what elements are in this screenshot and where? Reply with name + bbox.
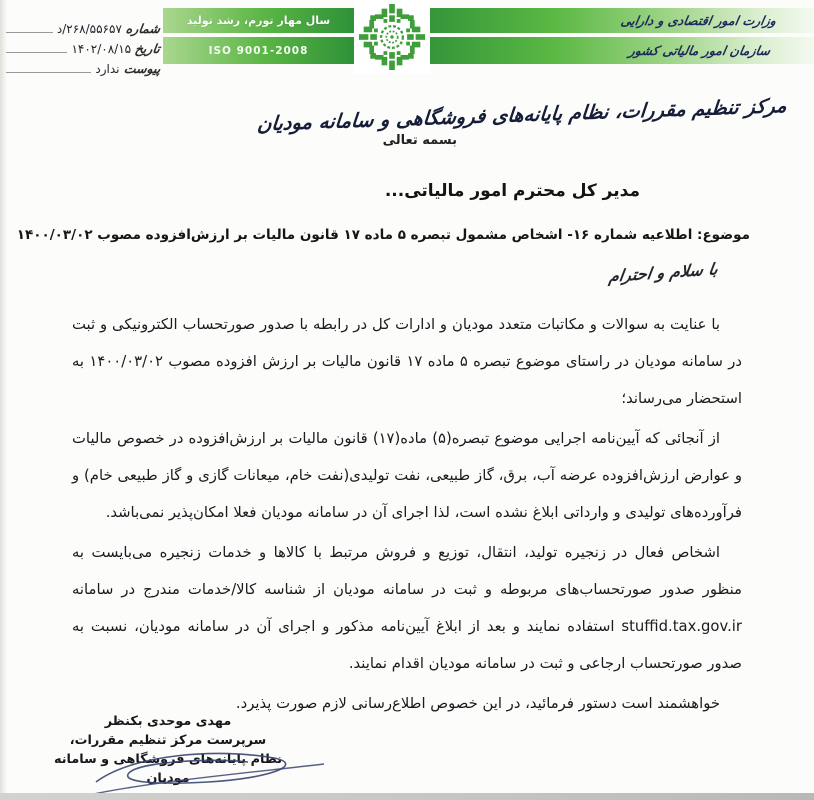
date-underline [6, 52, 67, 53]
paragraph-1: با عنایت به سوالات و مکاتبات متعدد مودیان و ادارات کل در رابطه با صدور صورتحساب الکترونیکی و ثبت در سامانه مودیان در راستای موضوع تبصره ۵ ماده ۱۷ قانون مالیات بر ارزش افزوده مصوب ۱۴۰۰/۰۳/۰۲ به استحضار می‌رساند؛ [72, 316, 742, 407]
number-value: ۲۶۸/۵۵۶۵۷/د [56, 22, 122, 36]
attachment-underline [6, 72, 91, 73]
date-value: ۱۴۰۲/۰۸/۱۵ [71, 42, 132, 56]
organization-text: سازمان امور مالیاتی کشور [627, 43, 772, 58]
paragraph-2: از آنجائی که آیین‌نامه اجرایی موضوع تبصره(۵) ماده(۱۷) قانون مالیات بر ارزش‌افزوده در خصوص مالیات و عوارض ارزش‌افزوده عرضه آب، برق، گاز طبیعی، نفت تولیدی(نفت خام، میعانات گازی و گاز طبیعی خام) و فرآورده‌های تولیدی و وارداتی ابلاغ نشده است، لذا اجرای آن در سامانه مودیان فعلا امکان‌پذیر نمی‌باشد. [72, 430, 742, 521]
attachment-row [6, 56, 160, 76]
organization-band [430, 37, 814, 64]
iso-text: ISO 9001-2008 [208, 44, 309, 57]
reference-block [6, 16, 160, 76]
center-office-title: مرکز تنظیم مقررات، نظام پایانه‌های فروشگاهی و سامانه مودیان [256, 94, 788, 136]
letter-date-row [6, 36, 160, 56]
subject-line: موضوع: اطلاعیه شماره ۱۶- اشخاص مشمول تبصره ۵ ماده ۱۷ قانون مالیات بر ارزش‌افزوده مصوب ۱۴۰۰/۰۳/۰۲ [16, 227, 750, 243]
scan-edge-shadow [0, 0, 7, 800]
letter-body [72, 306, 742, 725]
slogan-band [163, 8, 354, 33]
number-label: شماره [124, 21, 162, 36]
signer-name: مهدی موحدی بکنظر [104, 714, 232, 729]
closing-request-line: خواهشمند است دستور فرمائید، در این خصوص اطلاع‌رسانی لازم صورت پذیرد. [235, 695, 720, 712]
date-label: تاریخ [134, 41, 162, 56]
recipient-line: مدیر کل محترم امور مالیاتی... [384, 181, 640, 201]
letter-number-row [6, 16, 160, 36]
tax-administration-emblem-icon [354, 0, 430, 74]
signer-title-line2: نظام پایانه‌های فروشگاهی و سامانه مودیان [53, 752, 283, 786]
bismillah-text: بسمه تعالی [382, 133, 457, 148]
attachment-value: ندارد [95, 62, 120, 76]
attachment-label: پیوست [122, 61, 162, 76]
ministry-band [430, 8, 814, 33]
iso-band [163, 37, 354, 64]
number-underline [6, 32, 53, 33]
greeting-handwritten: با سلام و احترام [607, 259, 720, 286]
scan-bottom-strip [0, 793, 814, 800]
signer-title-line1: سرپرست مرکز تنظیم مقررات، [69, 733, 267, 748]
slogan-text: سال مهار تورم، رشد تولید [186, 14, 331, 27]
ministry-text: وزارت امور اقتصادی و دارایی [619, 13, 778, 28]
paragraph-3: اشخاص فعال در زنجیره تولید، انتقال، توزیع و فروش مرتبط با کالاها و خدمات زنجیره می‌بایست به منظور صدور صورتحساب‌های مربوطه و ثبت در سامانه مودیان از شناسه کالا/خدمات مندرج در سامانه stuffid.tax.gov.ir استفاده نمایند و بعد از ابلاغ آیین‌نامه مذکور و اجرای آن در سامانه مودیان، نسبت به صدور صورتحساب ارجاعی و ثبت در سامانه مودیان اقدام نمایند. [72, 544, 742, 672]
